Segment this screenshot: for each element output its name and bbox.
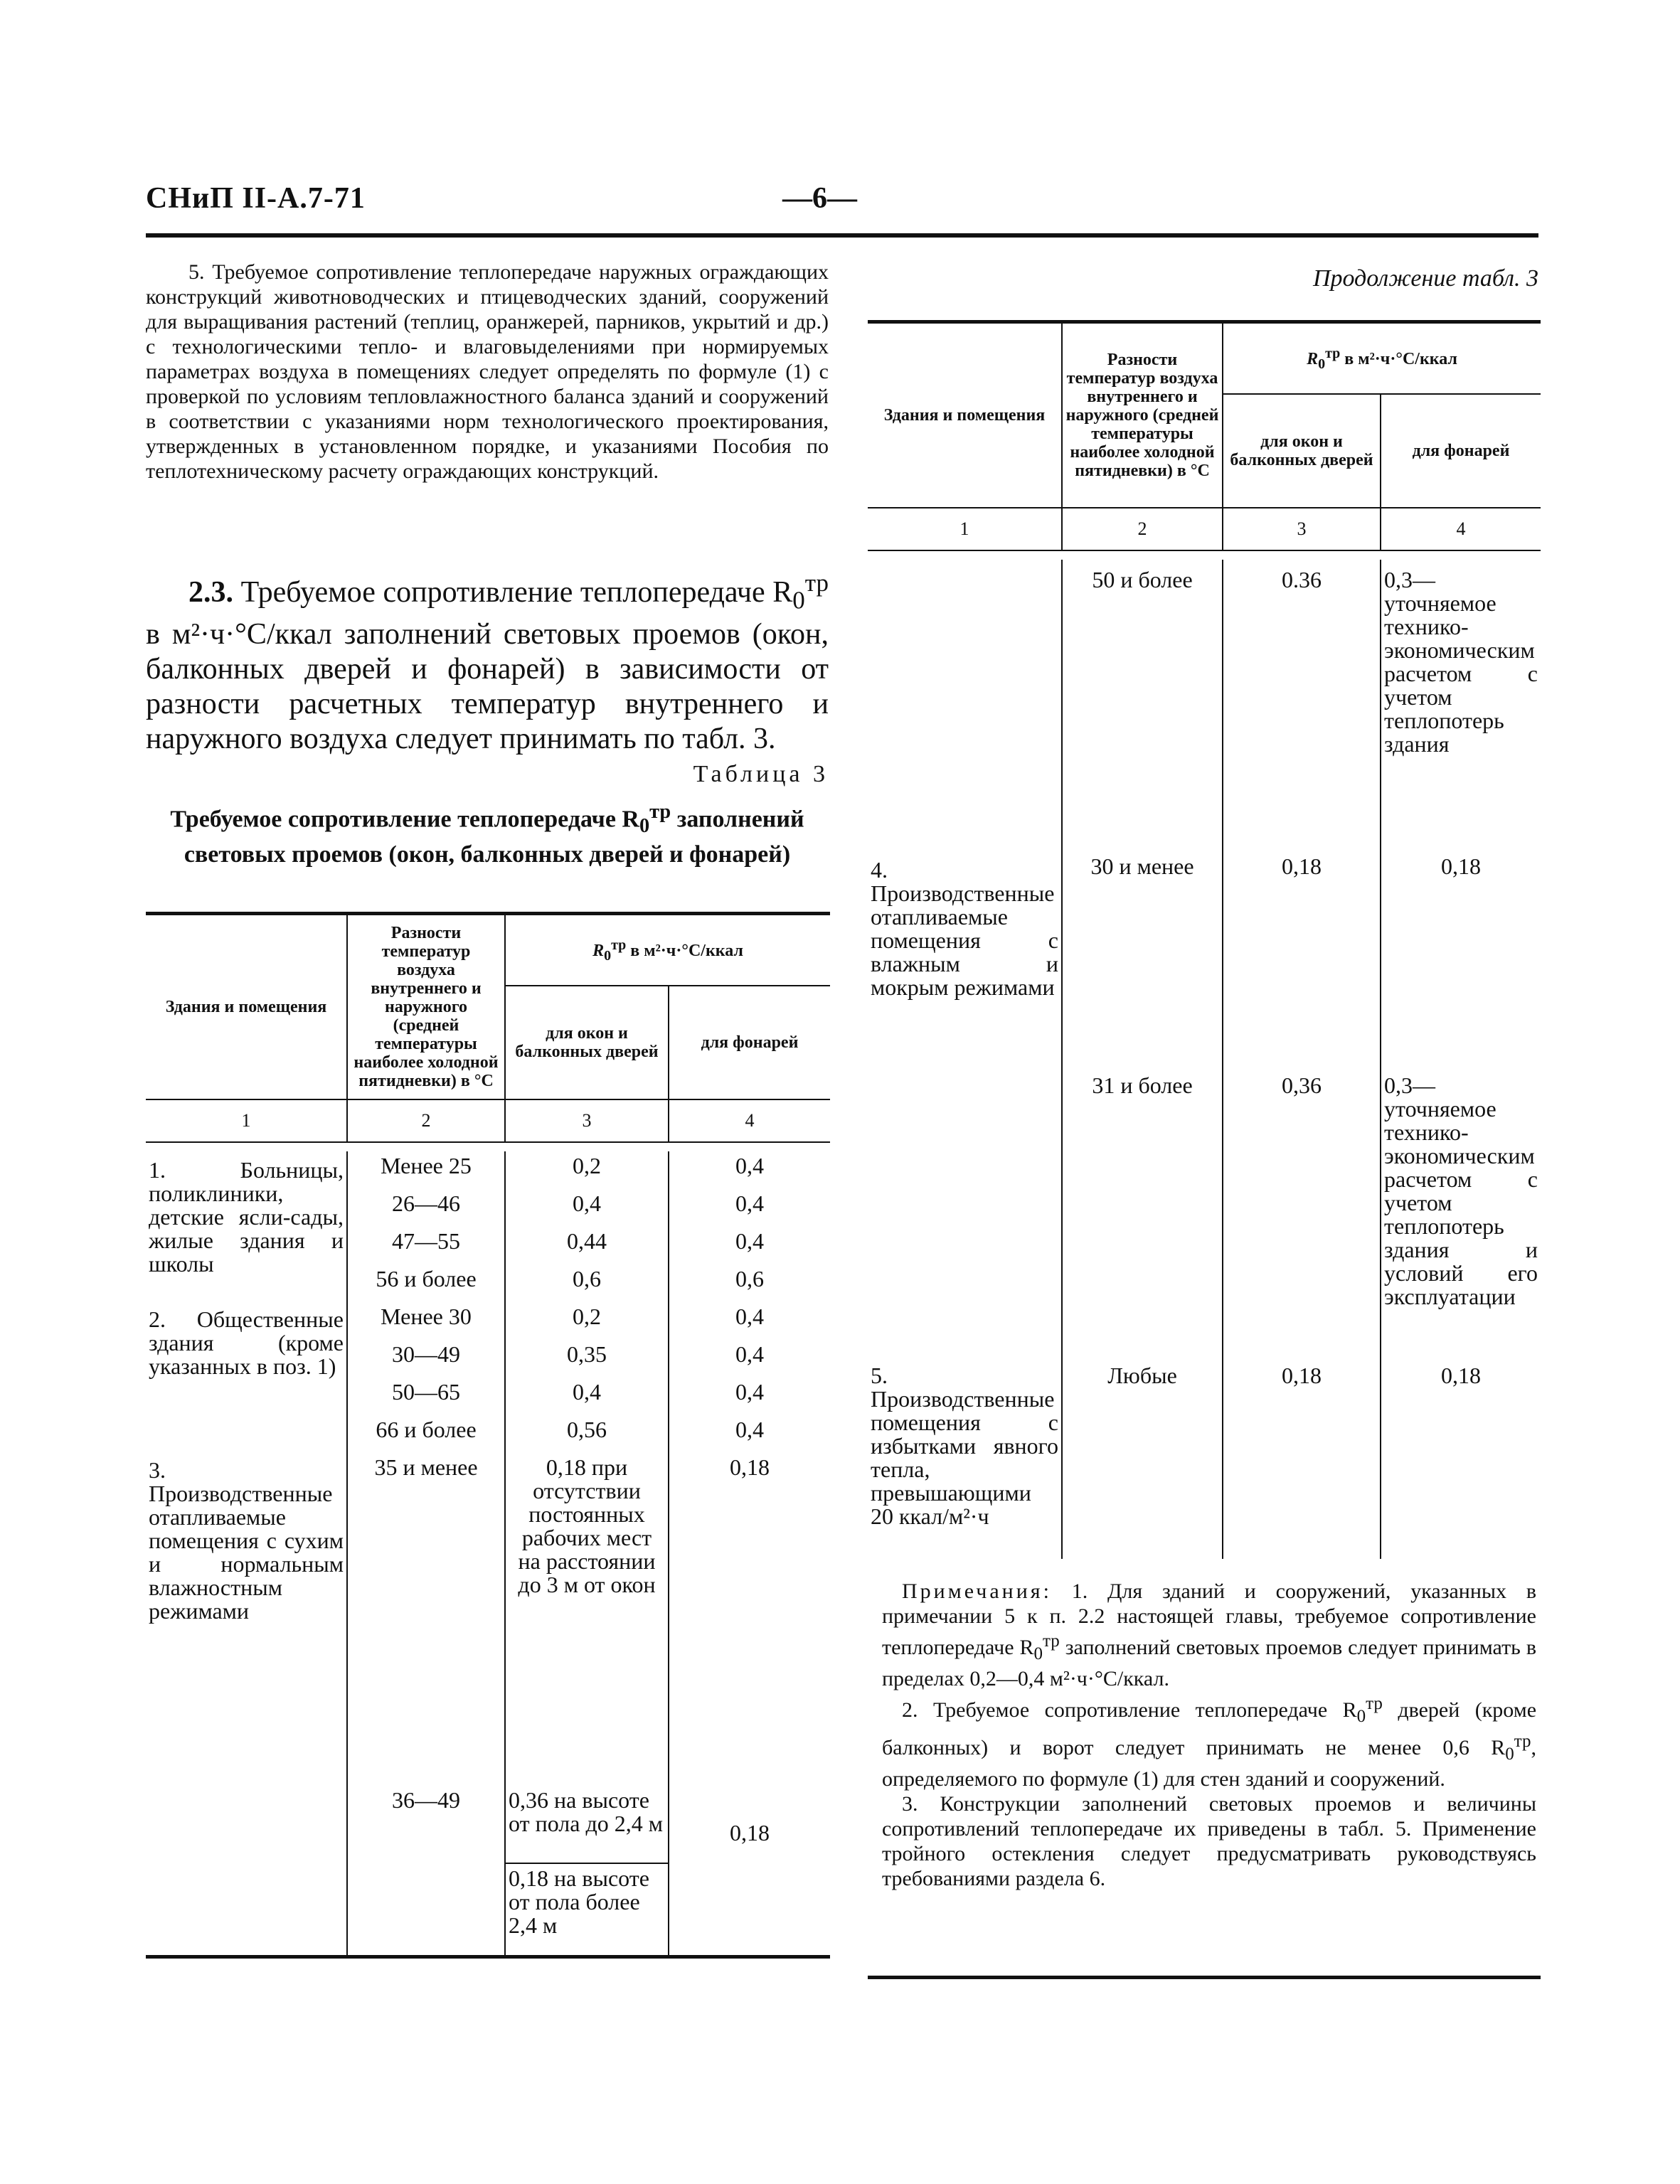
sup-tr: тр	[611, 937, 627, 953]
table-cell: 0,18	[669, 1453, 830, 1786]
resistance-units: в м²·ч·°С/ккал	[1344, 349, 1457, 368]
table-cell: 50 и более	[1062, 560, 1223, 852]
table-cell: 0,4	[669, 1189, 830, 1227]
col-header-windows: для окон и балконных дверей	[505, 986, 669, 1099]
table-cell: 0,2	[505, 1302, 669, 1340]
col-num-1: 1	[146, 1099, 347, 1142]
col-header-temp-diff: Разности температур воздуха внутреннего и наружного (средней температуры наиболее холодной пятидневки) в °С	[347, 914, 505, 1100]
group-1-name: 1. Больницы, поликлиники, детские ясли-сады, жилые здания и школы	[149, 1157, 344, 1277]
sub-0: 0	[1033, 1644, 1043, 1663]
table-cell: 0,18	[669, 1786, 830, 1957]
header-rule	[146, 233, 1538, 238]
note-1-text-b: заполнений световых проемов следует принимать в пределах 0,2—0,4 м²·ч·°С/ккал.	[882, 1636, 1536, 1690]
note-1	[882, 1579, 1536, 1691]
table-title-part2: заполнений световых проемов (окон, балконных дверей и фонарей)	[184, 806, 804, 868]
group-3-name: 3. Производственные отапливаемые помещения с сухим и нормальным влажностным режимами	[149, 1457, 344, 1624]
col-header-skylights: для фонарей	[1381, 394, 1541, 508]
table-cell: 0,4	[669, 1227, 830, 1264]
resistance-units: в м²·ч·°С/ккал	[630, 941, 743, 960]
col-num-2: 2	[1062, 508, 1223, 550]
table-cell: 47—55	[347, 1227, 505, 1264]
table-cell: 0,3— уточняемое технико-экономическим расчетом с учетом теплопотерь здания и условий его эксплуатации	[1381, 1071, 1541, 1361]
table-cell: 36—49	[347, 1786, 505, 1957]
paragraph-2-3-text-b: в м²·ч·°С/ккал заполнений световых проемов (окон, балконных дверей и фонарей) в зависимости от разности расчетных температур внутреннего и наружного воздуха следует принимать по табл. 3.	[146, 618, 829, 756]
col-header-skylights: для фонарей	[669, 986, 830, 1099]
table-cell: 0,2	[505, 1151, 669, 1189]
table-cell: 30—49	[347, 1340, 505, 1378]
group-4-name: 4. Производственные отапливаемые помещения с влажным и мокрым режимами	[871, 857, 1058, 1000]
col-header-windows: для окон и балконных дверей	[1223, 394, 1381, 508]
col-header-buildings: Здания и помещения	[868, 322, 1062, 508]
table-cell: 0,18 на высоте от пола более 2,4 м	[505, 1863, 669, 1957]
table-cell: 50—65	[347, 1378, 505, 1415]
group-2-name: 2. Общественные здания (кроме указанных в поз. 1)	[149, 1306, 344, 1379]
table-cell: 0,4	[669, 1340, 830, 1378]
table-cell: 31 и более	[1062, 1071, 1223, 1361]
sub-0: 0	[639, 815, 650, 838]
table-cell: Менее 30	[347, 1302, 505, 1340]
sup-tr: тр	[804, 569, 829, 597]
notes-block	[882, 1579, 1536, 1891]
col-num-3: 3	[1223, 508, 1381, 550]
table-cell: 0,6	[669, 1264, 830, 1302]
page-number: —6—	[782, 182, 857, 215]
sup-tr: тр	[1366, 1694, 1383, 1713]
table-3-left	[146, 912, 830, 1959]
paragraph-2-3-number: 2.3.	[188, 576, 233, 609]
table-title-part1: Требуемое сопротивление теплопередаче R	[170, 806, 639, 833]
table-cell: 26—46	[347, 1189, 505, 1227]
table-3-right	[868, 320, 1541, 1559]
table-cell: 0,56	[505, 1415, 669, 1453]
sub-0: 0	[1318, 356, 1326, 372]
right-bottom-rule	[868, 1976, 1541, 1979]
col-num-3: 3	[505, 1099, 669, 1142]
table-3-title	[146, 798, 829, 869]
paragraph-5: 5. Требуемое сопротивление теплопередаче наружных ограждающих конструкций животноводческих и птицеводческих зданий, сооружений для выращивания растений (теплиц, оранжерей, парников, укрытий и др.) с технологическими тепло- и влаговыделениями при нормируемых параметрах воздуха в помещениях следует определять по формуле (1) с проверкой по условиям тепловлажностного баланса зданий и сооружений в соответствии с указаниями норм технологического проектирования, утвержденных в установленном порядке, и указаниями Пособия по теплотехническому расчету ограждающих конструкций.	[146, 260, 829, 483]
table-3-label: Таблица 3	[693, 761, 829, 787]
table-cell: 0,36	[1223, 1071, 1381, 1361]
group-5-name: 5. Производственные помещения с избытками явного тепла, превышающими 20 ккал/м²·ч	[871, 1363, 1058, 1529]
table-cell: 0,18	[1223, 852, 1381, 1071]
document-code: СНиП II-А.7-71	[146, 182, 366, 215]
table-cell: 30 и менее	[1062, 852, 1223, 1071]
table-cell: 0,18	[1381, 852, 1541, 1071]
table-cell: 0,18	[1381, 1361, 1541, 1559]
table-cell: 0,4	[669, 1415, 830, 1453]
table-cell: Любые	[1062, 1361, 1223, 1559]
col-num-4: 4	[1381, 508, 1541, 550]
sup-tr: тр	[1325, 345, 1341, 361]
table-cell: 0,18	[1223, 1361, 1381, 1559]
table-cell: 0,4	[505, 1189, 669, 1227]
table-cell: 0,4	[669, 1151, 830, 1189]
paragraph-2-3	[146, 565, 829, 757]
table-cell: 0,6	[505, 1264, 669, 1302]
table-cell: 0.36	[1223, 560, 1381, 852]
table-cell: Менее 25	[347, 1151, 505, 1189]
note-2-text-b: дверей (кроме балконных) и ворот следует принимать не менее 0,6 R	[882, 1698, 1537, 1759]
table-cell: 0,18 при отсутствии постоянных рабочих мест на расстоянии до 3 м от окон	[505, 1453, 669, 1786]
table-cell: 0,4	[505, 1378, 669, 1415]
table-cell: 0,3—уточняемое технико-экономическим расчетом с учетом теплопотерь здания	[1381, 560, 1541, 852]
table-cell: 66 и более	[347, 1415, 505, 1453]
table-cell: 0,35	[505, 1340, 669, 1378]
col-header-resistance: $R_0^{тр}$ в м²·ч·°С/ккал	[505, 914, 830, 986]
col-num-1: 1	[868, 508, 1062, 550]
table-cell: 0,4	[669, 1378, 830, 1415]
table-continued-label: Продолжение табл. 3	[1312, 265, 1538, 292]
note-3: 3. Конструкции заполнений световых проемов и величины сопротивлений теплопередаче их приведены в табл. 5. Применение тройного остекления следует предусматривать руководствуясь требованиями раздела 6.	[882, 1792, 1536, 1890]
note-2	[882, 1691, 1536, 1791]
note-2-text-a: 2. Требуемое сопротивление теплопередаче R	[902, 1698, 1357, 1722]
col-header-resistance: $R_0^{тр}$ в м²·ч·°С/ккал	[1223, 322, 1541, 395]
note-2-text-c: , определяемого по формуле (1) для стен зданий и сооружений.	[882, 1736, 1536, 1791]
table-cell: 35 и менее	[347, 1453, 505, 1786]
sup-tr: тр	[1043, 1631, 1060, 1651]
sub-0: 0	[1505, 1744, 1514, 1764]
table-cell: 0,36 на высоте от пола до 2,4 м	[505, 1786, 669, 1863]
col-header-buildings: Здания и помещения	[146, 914, 347, 1100]
note-1-text-a: 1. Для зданий и сооружений, указанных в примечании 5 к п. 2.2 настоящей главы, требуемое сопротивление теплопередаче R	[882, 1580, 1536, 1659]
col-header-temp-diff: Разности температур воздуха внутреннего и наружного (средней температуры наиболее холодной пятидневки) в °С	[1062, 322, 1223, 508]
col-num-2: 2	[347, 1099, 505, 1142]
sub-0: 0	[604, 947, 612, 964]
table-cell: 0,4	[669, 1302, 830, 1340]
sup-tr: тр	[1514, 1732, 1531, 1751]
notes-label: Примечания:	[902, 1580, 1052, 1603]
sub-0: 0	[1356, 1707, 1366, 1726]
sub-0: 0	[792, 586, 805, 614]
table-cell: 56 и более	[347, 1264, 505, 1302]
sup-tr: тр	[649, 801, 671, 823]
paragraph-2-3-text-a: Требуемое сопротивление теплопередаче R	[240, 576, 793, 609]
table-cell: 0,44	[505, 1227, 669, 1264]
col-num-4: 4	[669, 1099, 830, 1142]
